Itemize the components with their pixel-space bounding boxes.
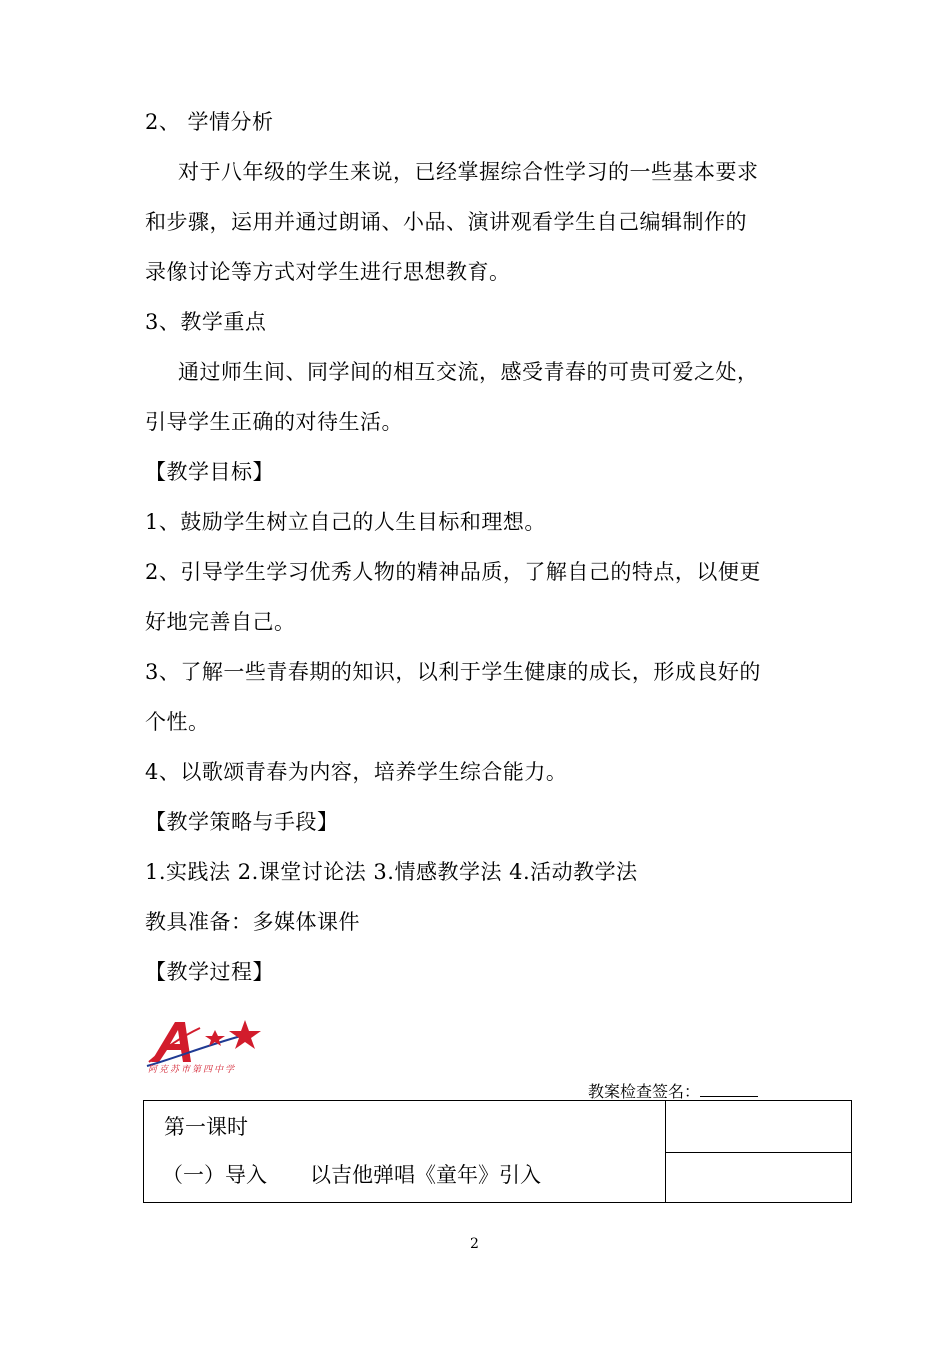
para-zhongdian-line2: 引导学生正确的对待生活。 [145, 410, 403, 434]
para-xueqing-heading: 2、 学情分析 [145, 110, 274, 134]
goal-1: 1、鼓励学生树立自己的人生目标和理想。 [145, 510, 546, 534]
goal-4: 4、以歌颂青春为内容，培养学生综合能力。 [145, 760, 568, 784]
teaching-tools: 教具准备：多媒体课件 [145, 910, 360, 934]
intro-section-text: 以吉他弹唱《童年》引入 [310, 1163, 541, 1187]
notes-cell-top [666, 1101, 852, 1153]
lesson-table [143, 1100, 852, 1203]
para-xueqing-line3: 录像讨论等方式对学生进行思想教育。 [145, 260, 511, 284]
goal-2-line2: 好地完善自己。 [145, 610, 296, 634]
para-zhongdian-line1: 通过师生间、同学间的相互交流，感受青春的可贵可爱之处， [178, 360, 759, 384]
goal-2-line1: 2、引导学生学习优秀人物的精神品质，了解自己的特点，以便更 [145, 560, 761, 584]
notes-cell-bottom [666, 1153, 852, 1203]
signature-field [588, 1079, 758, 1102]
lesson-content-cell [144, 1101, 666, 1203]
para-zhongdian-heading: 3、教学重点 [145, 310, 267, 334]
para-xueqing-line2: 和步骤，运用并通过朗诵、小品、演讲观看学生自己编辑制作的 [145, 210, 747, 234]
strategy-methods: 1.实践法 2.课堂讨论法 3.情感教学法 4.活动教学法 [145, 860, 638, 884]
school-logo-caption: 阿克苏市第四中学 [148, 1065, 237, 1075]
signature-line [700, 1084, 758, 1097]
lesson-period-label: 第一课时 [164, 1115, 248, 1139]
section-goals-heading: 【教学目标】 [145, 460, 274, 484]
goal-3-line1: 3、了解一些青春期的知识，以利于学生健康的成长，形成良好的 [145, 660, 761, 684]
para-xueqing-line1: 对于八年级的学生来说，已经掌握综合性学习的一些基本要求 [178, 160, 759, 184]
section-strategy-heading: 【教学策略与手段】 [145, 810, 339, 834]
intro-section-label: （一）导入 [162, 1163, 267, 1187]
page-number: 2 [470, 1236, 479, 1252]
goal-3-line2: 个性。 [145, 710, 210, 734]
section-process-heading: 【教学过程】 [145, 960, 274, 984]
signature-label: 教案检查签名： [588, 1082, 701, 1101]
